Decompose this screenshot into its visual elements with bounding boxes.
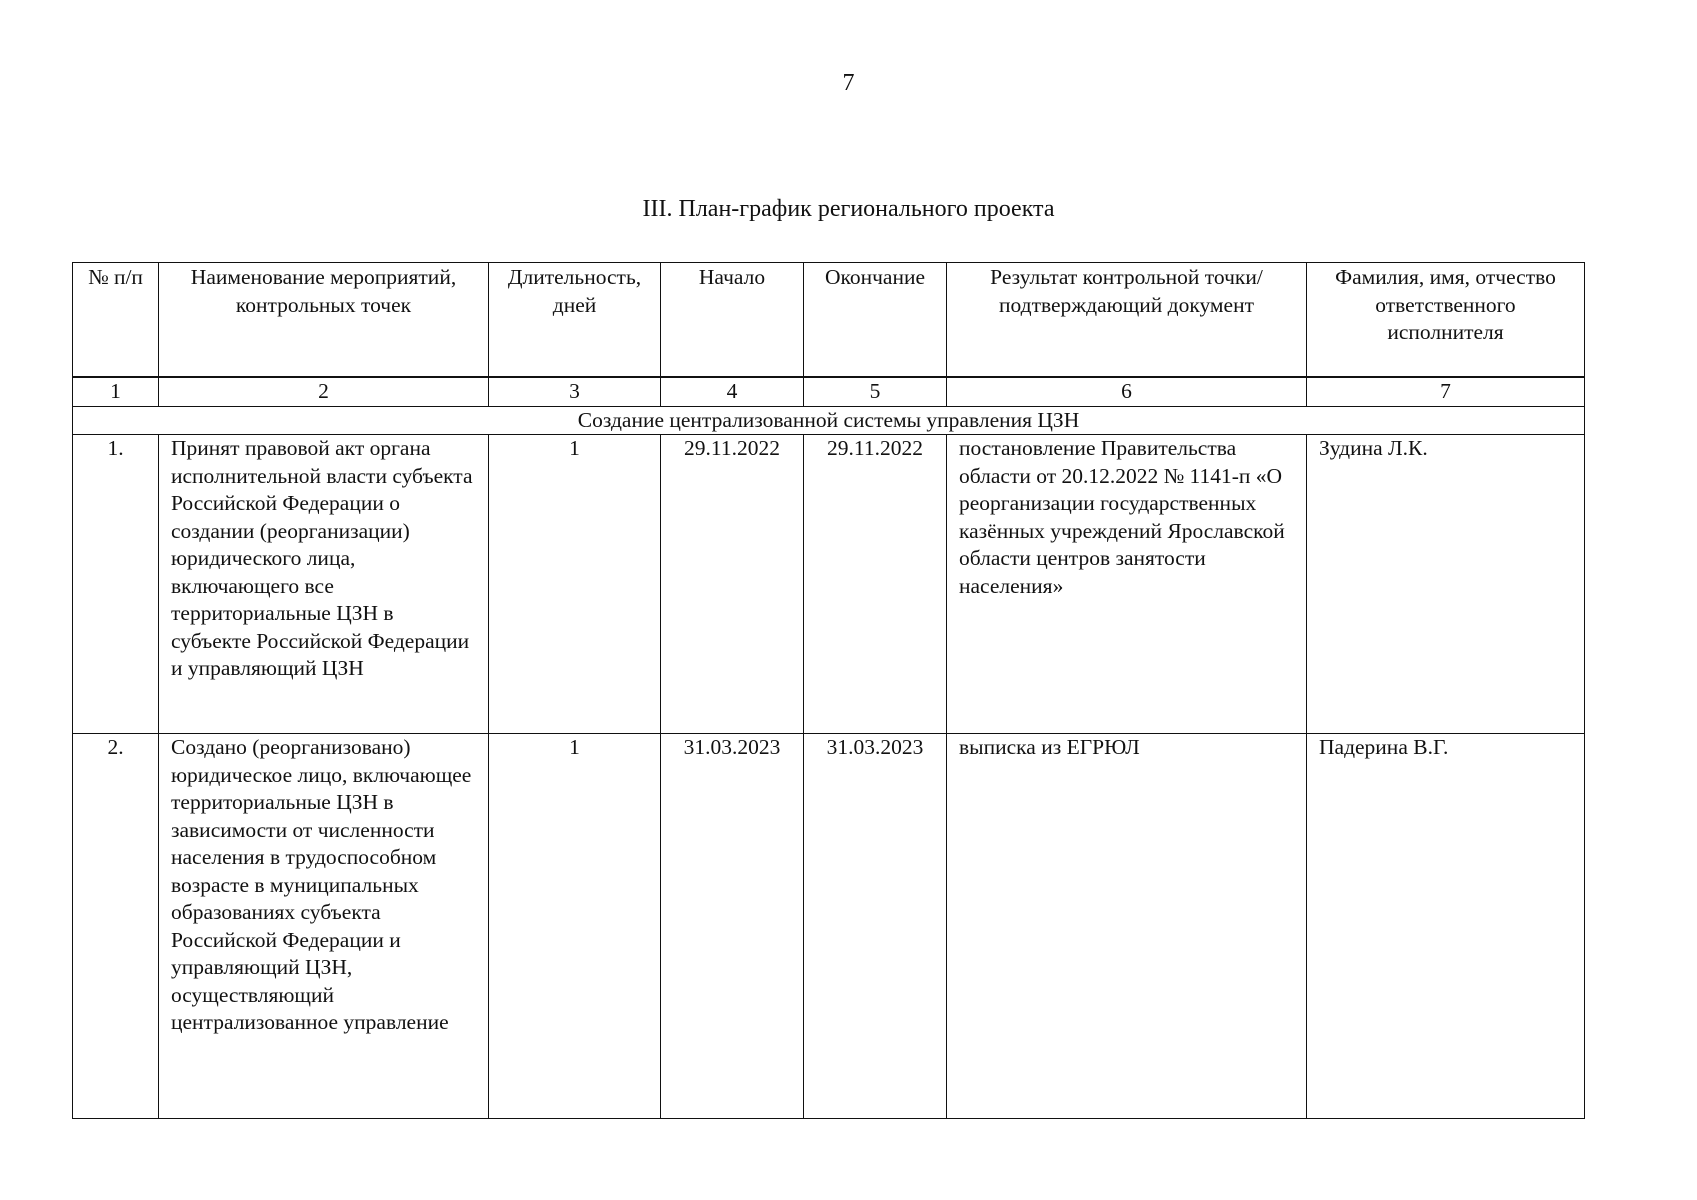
row-responsible: Зудина Л.К. xyxy=(1307,435,1585,734)
row-start: 31.03.2023 xyxy=(661,734,804,1119)
header-result: Результат контрольной точки/ подтверждающий документ xyxy=(947,263,1307,377)
table-header xyxy=(72,262,1584,377)
header-num: № п/п xyxy=(73,263,159,377)
document-title: III. План-график регионального проекта xyxy=(642,196,1055,222)
row-number: 2. xyxy=(73,734,159,1119)
row-number: 1. xyxy=(73,435,159,734)
column-number: 1 xyxy=(73,378,159,407)
header-responsible: Фамилия, имя, отчество ответственного исполнителя xyxy=(1307,263,1585,377)
table-body xyxy=(72,377,1584,1119)
row-end: 31.03.2023 xyxy=(804,734,947,1119)
section-title: Создание централизованной системы управления ЦЗН xyxy=(73,406,1585,435)
row-result: выписка из ЕГРЮЛ xyxy=(947,734,1307,1119)
row-result: постановление Правительства области от 20.12.2022 № 1141-п «О реорганизации государственных казённых учреждений Ярославской области центров занятости населения» xyxy=(947,435,1307,734)
table-row xyxy=(73,435,1585,734)
row-start: 29.11.2022 xyxy=(661,435,804,734)
column-number: 7 xyxy=(1307,378,1585,407)
header-row xyxy=(73,263,1585,377)
header-duration: Длительность, дней xyxy=(489,263,661,377)
row-end: 29.11.2022 xyxy=(804,435,947,734)
row-name: Создано (реорганизовано) юридическое лицо, включающее территориальные ЦЗН в зависимости от численности населения в трудоспособном возрасте в муниципальных образованиях субъекта Российской Федерации и управляющий ЦЗН, осуществляющий централизованное управление xyxy=(159,734,489,1119)
row-responsible: Падерина В.Г. xyxy=(1307,734,1585,1119)
row-name: Принят правовой акт органа исполнительной власти субъекта Российской Федерации о создании (реорганизации) юридического лица, включающего все территориальные ЦЗН в субъекте Российской Федерации и управляющий ЦЗН xyxy=(159,435,489,734)
column-number-row xyxy=(73,378,1585,407)
section-row xyxy=(73,406,1585,435)
column-number: 2 xyxy=(159,378,489,407)
column-number: 4 xyxy=(661,378,804,407)
header-end: Окончание xyxy=(804,263,947,377)
column-number: 3 xyxy=(489,378,661,407)
row-duration: 1 xyxy=(489,734,661,1119)
page-number: 7 xyxy=(842,70,855,96)
header-start: Начало xyxy=(661,263,804,377)
header-name: Наименование мероприятий, контрольных точек xyxy=(159,263,489,377)
column-number: 5 xyxy=(804,378,947,407)
table-row xyxy=(73,734,1585,1119)
column-number: 6 xyxy=(947,378,1307,407)
row-duration: 1 xyxy=(489,435,661,734)
